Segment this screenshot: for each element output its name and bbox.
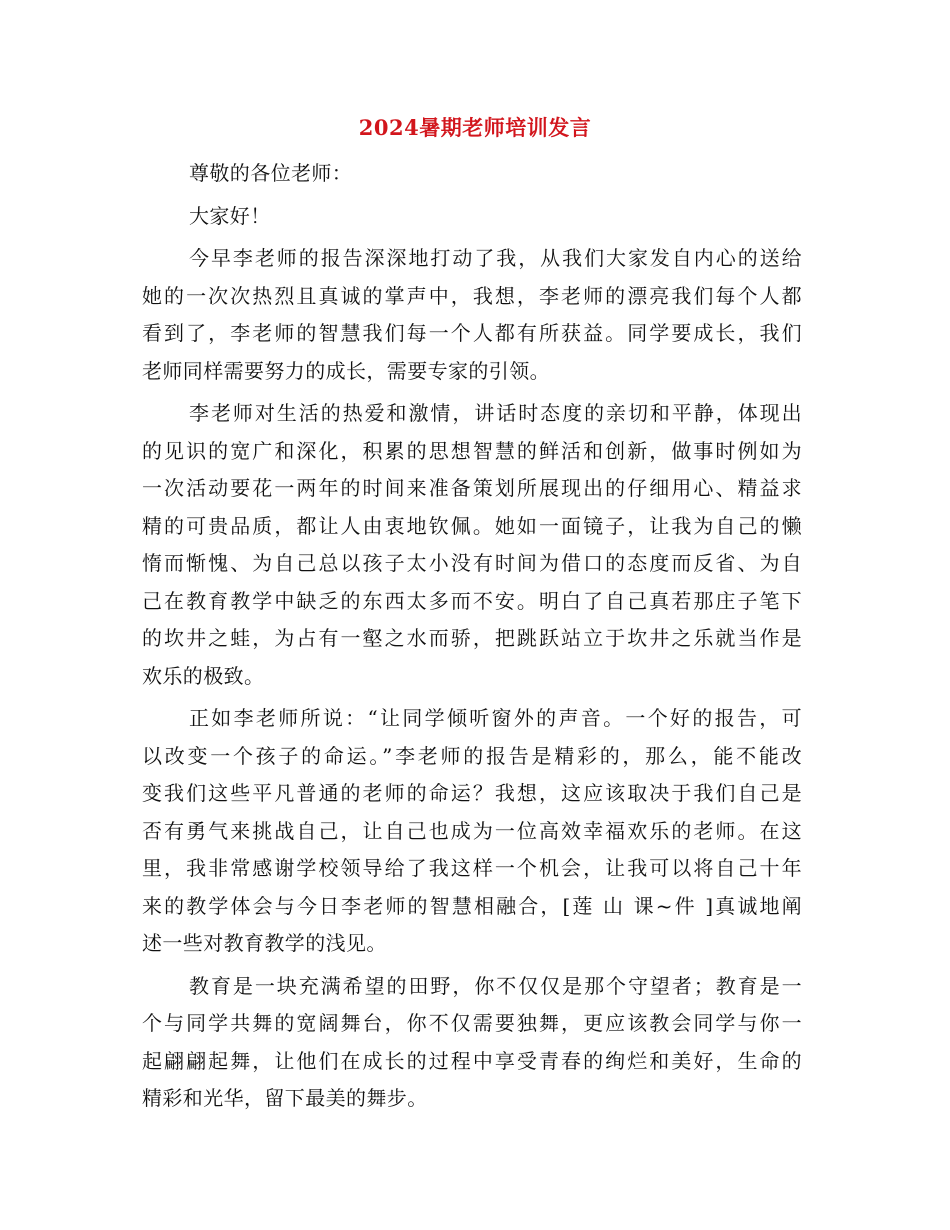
paragraph-line: 精的可贵品质，都让人由衷地钦佩。她如一面镜子，让我为自己的懒 [142, 513, 802, 538]
paragraph-line: 以改变一个孩子的命运。”李老师的报告是精彩的，那么，能不能改 [142, 743, 802, 768]
paragraph-line: 一次活动要花一两年的时间来准备策划所展现出的仔细用心、精益求 [142, 476, 802, 500]
paragraph-line: 起翩翩起舞，让他们在成长的过程中享受青春的绚烂和美好，生命的 [142, 1048, 802, 1073]
paragraph-line: 个与同学共舞的宽阔舞台，你不仅需要独舞，更应该教会同学与你一 [142, 1011, 802, 1035]
paragraph-line: 里，我非常感谢学校领导给了我这样一个机会，让我可以将自己十年 [142, 856, 802, 880]
paragraph-line: 否有勇气来挑战自己，让自己也成为一位高效幸福欢乐的老师。在这 [142, 818, 802, 843]
salutation: 尊敬的各位老师： [189, 161, 353, 185]
paragraph-line: 李老师对生活的热爱和激情，讲话时态度的亲切和平静，体现出 [189, 401, 802, 425]
paragraph-line: 欢乐的极致。 [142, 663, 265, 688]
paragraph-1 [142, 240, 802, 390]
document-body [142, 155, 802, 1123]
paragraph-line: 看到了，李老师的智慧我们每一个人都有所获益。同学要成长，我们 [142, 321, 802, 345]
document-title: 2024暑期老师培训发言 [358, 115, 592, 140]
paragraph-4 [142, 968, 802, 1118]
paragraph-2 [142, 395, 802, 695]
paragraph-line: 正如李老师所说：“让同学倾听窗外的声音。一个好的报告，可 [189, 706, 802, 730]
paragraph-line: 的见识的宽广和深化，积累的思想智慧的鲜活和创新，做事时例如为 [142, 438, 802, 463]
paragraph-line: 老师同样需要努力的成长，需要专家的引领。 [142, 358, 550, 383]
paragraph-line: 今早李老师的报告深深地打动了我，从我们大家发自内心的送给 [189, 246, 802, 270]
greeting: 大家好！ [189, 203, 271, 228]
paragraph-line: 变我们这些平凡普通的老师的命运？我想，这应该取决于我们自己是 [142, 781, 802, 805]
paragraph-line: 来的教学体会与今日李老师的智慧相融合，[莲 山 课~件 ]真诚地阐 [142, 893, 802, 918]
paragraph-3 [142, 700, 802, 963]
paragraph-line: 己在教育教学中缺乏的东西太多而不安。明白了自己真若那庄子笔下 [142, 588, 802, 613]
paragraph-line: 她的一次次热烈且真诚的掌声中，我想，李老师的漂亮我们每个人都 [142, 283, 802, 308]
paragraph-line: 惰而惭愧、为自己总以孩子太小没有时间为借口的态度而反省、为自 [142, 551, 802, 575]
paragraph-line: 教育是一块充满希望的田野，你不仅仅是那个守望者；教育是一 [189, 973, 802, 998]
paragraph-line: 述一些对教育教学的浅见。 [142, 931, 387, 955]
paragraph-line: 的坎井之蛙，为占有一壑之水而骄，把跳跃站立于坎井之乐就当作是 [142, 626, 802, 650]
paragraph-line: 精彩和光华，留下最美的舞步。 [142, 1086, 428, 1110]
